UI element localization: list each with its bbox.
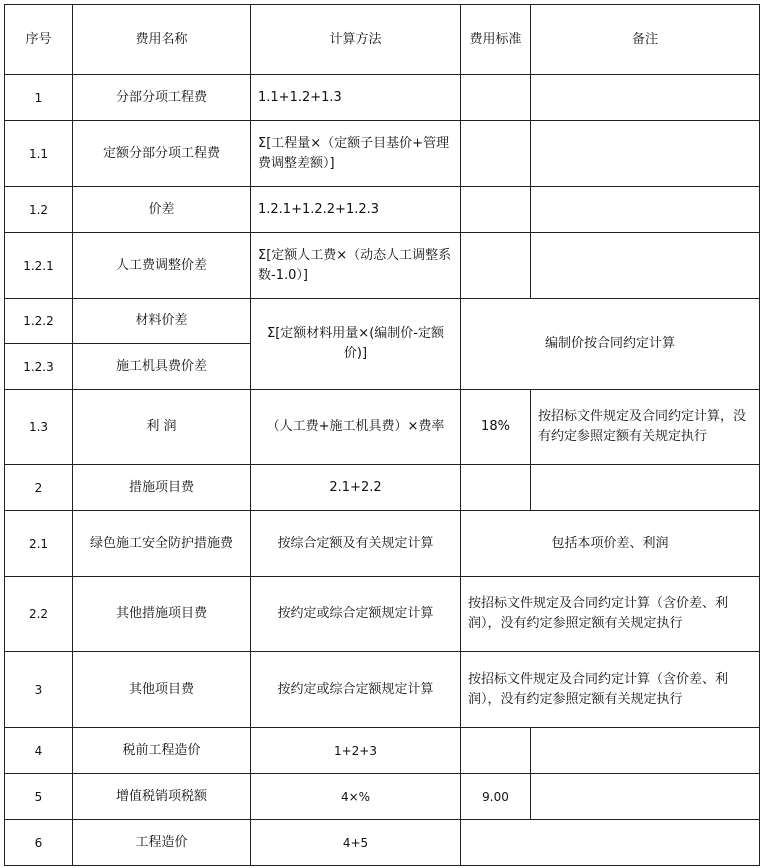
table-row xyxy=(5,465,760,511)
row-method: （人工费+施工机具费）×费率 xyxy=(251,390,461,465)
row-method: 1.1+1.2+1.3 xyxy=(251,75,461,121)
row-no: 3 xyxy=(5,652,73,728)
row-no: 4 xyxy=(5,728,73,774)
row-name: 措施项目费 xyxy=(73,465,251,511)
row-method: 1+2+3 xyxy=(251,728,461,774)
row-no: 2.1 xyxy=(5,511,73,577)
row-name: 价差 xyxy=(73,187,251,233)
row-remark xyxy=(531,187,760,233)
table-row xyxy=(5,390,760,465)
row-remark: 按招标文件规定及合同约定计算，没有约定参照定额有关规定执行 xyxy=(531,390,760,465)
row-method: 4×% xyxy=(251,774,461,820)
row-remark xyxy=(531,728,760,774)
row-name: 材料价差 xyxy=(73,299,251,344)
row-merged-remark: 包括本项价差、利润 xyxy=(461,511,760,577)
row-no: 1 xyxy=(5,75,73,121)
row-method: 1.2.1+1.2.2+1.2.3 xyxy=(251,187,461,233)
table-row xyxy=(5,187,760,233)
row-name: 其他项目费 xyxy=(73,652,251,728)
table-row xyxy=(5,511,760,577)
row-no: 1.2 xyxy=(5,187,73,233)
row-merged-remark xyxy=(461,820,760,866)
row-no: 6 xyxy=(5,820,73,866)
row-merged-remark: 按招标文件规定及合同约定计算（含价差、利润），没有约定参照定额有关规定执行 xyxy=(461,652,760,728)
table-row xyxy=(5,774,760,820)
row-method: 按约定或综合定额规定计算 xyxy=(251,652,461,728)
row-method: Σ[工程量×（定额子目基价+管理费调整差额）] xyxy=(251,121,461,187)
header-row xyxy=(5,5,760,75)
row-rate xyxy=(461,728,531,774)
row-name: 工程造价 xyxy=(73,820,251,866)
row-no: 2.2 xyxy=(5,577,73,652)
row-no: 1.2.2 xyxy=(5,299,73,344)
row-method: 按综合定额及有关规定计算 xyxy=(251,511,461,577)
row-rate xyxy=(461,121,531,187)
row-rate: 18% xyxy=(461,390,531,465)
row-no: 5 xyxy=(5,774,73,820)
row-no: 1.1 xyxy=(5,121,73,187)
row-name: 绿色施工安全防护措施费 xyxy=(73,511,251,577)
price-diff-method: Σ[定额材料用量×(编制价-定额价)] xyxy=(251,299,461,390)
row-remark xyxy=(531,75,760,121)
price-diff-remark: 编制价按合同约定计算 xyxy=(461,299,760,390)
row-no: 1.2.3 xyxy=(5,344,73,390)
table-row xyxy=(5,577,760,652)
header-method: 计算方法 xyxy=(251,5,461,75)
row-method: Σ[定额人工费×（动态人工调整系数-1.0）] xyxy=(251,233,461,299)
table-row xyxy=(5,299,760,344)
row-merged-remark: 按招标文件规定及合同约定计算（含价差、利润），没有约定参照定额有关规定执行 xyxy=(461,577,760,652)
row-name: 分部分项工程费 xyxy=(73,75,251,121)
fee-composition-table xyxy=(4,4,760,866)
row-rate xyxy=(461,75,531,121)
row-rate xyxy=(461,465,531,511)
row-name: 其他措施项目费 xyxy=(73,577,251,652)
table-row xyxy=(5,121,760,187)
row-no: 2 xyxy=(5,465,73,511)
row-remark xyxy=(531,465,760,511)
table-row xyxy=(5,233,760,299)
header-rate: 费用标准 xyxy=(461,5,531,75)
table-row xyxy=(5,728,760,774)
row-name: 税前工程造价 xyxy=(73,728,251,774)
row-rate xyxy=(461,187,531,233)
row-remark xyxy=(531,233,760,299)
header-no: 序号 xyxy=(5,5,73,75)
row-no: 1.2.1 xyxy=(5,233,73,299)
row-method: 2.1+2.2 xyxy=(251,465,461,511)
table-row xyxy=(5,75,760,121)
row-rate: 9.00 xyxy=(461,774,531,820)
header-name: 费用名称 xyxy=(73,5,251,75)
row-method: 按约定或综合定额规定计算 xyxy=(251,577,461,652)
row-name: 增值税销项税额 xyxy=(73,774,251,820)
row-method: 4+5 xyxy=(251,820,461,866)
table-row xyxy=(5,820,760,866)
row-name: 定额分部分项工程费 xyxy=(73,121,251,187)
row-name: 利 润 xyxy=(73,390,251,465)
table-row xyxy=(5,652,760,728)
row-name: 施工机具费价差 xyxy=(73,344,251,390)
row-remark xyxy=(531,121,760,187)
row-remark xyxy=(531,774,760,820)
row-rate xyxy=(461,233,531,299)
header-remark: 备注 xyxy=(531,5,760,75)
row-name: 人工费调整价差 xyxy=(73,233,251,299)
row-no: 1.3 xyxy=(5,390,73,465)
